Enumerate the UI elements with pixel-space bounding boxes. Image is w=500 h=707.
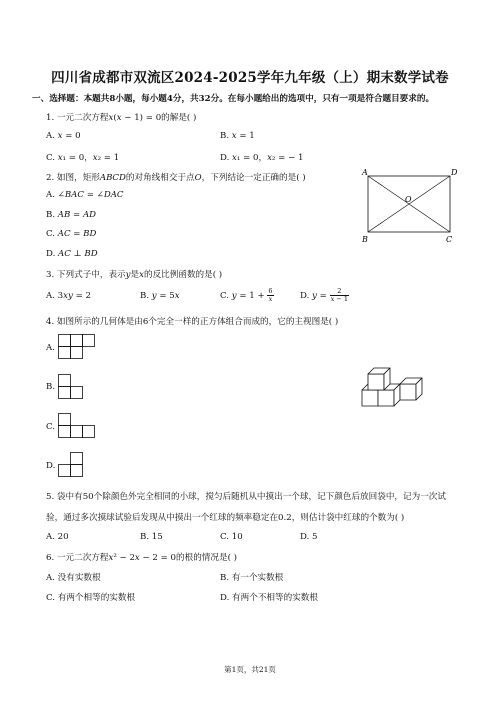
q4-option-d-view <box>58 452 98 478</box>
vertex-a-label: A <box>362 168 368 177</box>
q6-option-d: D. 有两个不相等的实数根 <box>220 593 318 603</box>
q4-stem: 4. 如图所示的几何体是由6个完全一样的正方体组合而成的，它的主视图是( ) <box>46 317 339 327</box>
q1-stem: 1. 一元二次方程𝑥(𝑥 − 1) = 0的解是( ) <box>46 113 197 123</box>
q6-option-c: C. 有两个相等的实数根 <box>46 593 136 603</box>
q5-option-b: B. 15 <box>140 532 163 542</box>
q1-option-c: C. 𝑥₁ = 0，𝑥₂ = 1 <box>46 153 120 163</box>
q4-option-d: D. <box>46 461 56 471</box>
q2-option-a: A. ∠𝐵𝐴𝐶 = ∠𝐷𝐴𝐶 <box>46 190 124 200</box>
q6-option-a: A. 没有实数根 <box>46 573 101 583</box>
q1-option-a: A. 𝑥 = 0 <box>46 131 81 141</box>
q5-stem-line2: 验，通过多次摸球试验后发现从中摸出一个红球的频率稳定在0.2，则估计袋中红球的个数为( ) <box>46 513 405 523</box>
q1-option-d: D. 𝑥₁ = 0，𝑥₂ = − 1 <box>220 153 304 163</box>
section-heading: 一、选择题：本题共8小题，每小题4分，共32分。在每小题给出的选项中，只有一项是符合题目要求的。 <box>32 94 435 104</box>
q2-option-b: B. 𝐴𝐵 = 𝐴𝐷 <box>46 210 97 220</box>
q4-option-c-view <box>58 413 98 439</box>
q4-option-b: B. <box>46 382 56 392</box>
vertex-b-label: B <box>362 235 368 244</box>
q3-option-b: B. 𝑦 = 5𝑥 <box>140 291 180 301</box>
q4-solid-figure <box>356 362 436 410</box>
rectangle-abcd-figure <box>360 166 460 246</box>
q3-option-c: C. 𝑦 = 1 + $\frac{6}{\text{𝑥}}$ <box>220 287 273 303</box>
q6-stem: 6. 一元二次方程𝑥² − 2𝑥 − 2 = 0的根的情况是( ) <box>46 553 238 563</box>
point-o-label: O <box>405 195 412 204</box>
q5-option-c: C. 10 <box>220 532 243 542</box>
vertex-c-label: C <box>446 235 453 244</box>
q5-stem-line1: 5. 袋中有50个除颜色外完全相同的小球，搅匀后随机从中摸出一个球，记下颜色后放回袋中，记为一次试 <box>46 492 446 502</box>
q3-stem: 3. 下列式子中，表示𝑦是𝑥的反比例函数的是( ) <box>46 270 223 280</box>
q2-option-c: C. 𝐴𝐶 = 𝐵𝐷 <box>46 229 97 239</box>
vertex-d-label: D <box>451 168 458 177</box>
q3-option-a: A. 3𝑥𝑦 = 2 <box>46 291 91 301</box>
q4-option-c: C. <box>46 422 56 432</box>
q4-option-a-view <box>58 334 98 360</box>
q5-option-a: A. 20 <box>46 532 69 542</box>
page-footer: 第1页，共21页 <box>224 665 276 674</box>
q4-option-b-view <box>58 374 98 400</box>
q6-option-b: B. 有一个实数根 <box>220 573 284 583</box>
page-title: 四川省成都市双流区2024-2025学年九年级（上）期末数学试卷 <box>51 70 449 86</box>
q2-option-d: D. 𝐴𝐶 ⊥ 𝐵𝐷 <box>46 249 98 259</box>
q2-stem: 2. 如图，矩形𝐴𝐵𝐶𝐷的对角线相交于点𝑂，下列结论一定正确的是( ) <box>46 173 306 183</box>
q4-option-a: A. <box>46 343 55 353</box>
q5-option-d: D. 5 <box>300 532 318 542</box>
q3-option-d: D. 𝑦 = $\frac{2}{\text{𝑥 − 1}}$ <box>300 287 348 303</box>
q1-option-b: B. 𝑥 = 1 <box>220 131 255 141</box>
